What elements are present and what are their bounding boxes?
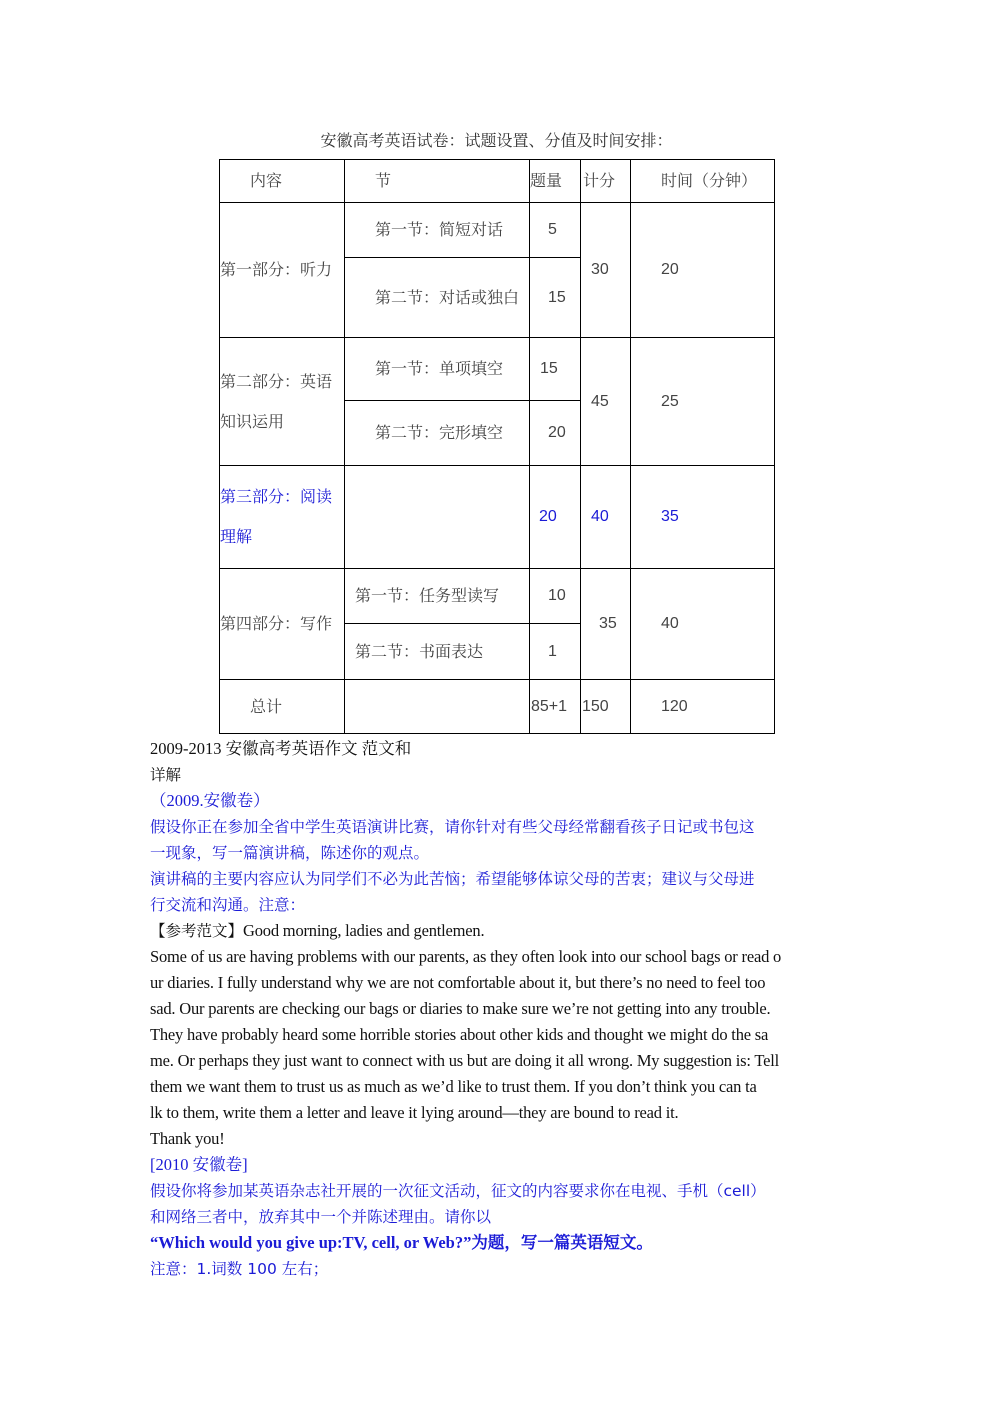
exam-schedule-table bbox=[219, 159, 775, 734]
sample-thanks: Thank you! bbox=[150, 1129, 225, 1148]
part4-section1-count: 10 bbox=[530, 569, 581, 624]
article-body bbox=[150, 736, 850, 1282]
part1-time: 20 bbox=[631, 203, 775, 338]
part1-section1: 第一节：简短对话 bbox=[345, 203, 530, 258]
table-caption: 安徽高考英语试卷：试题设置、分值及时间安排： bbox=[320, 131, 673, 150]
task-2009-line1: 假设你正在参加全省中学生英语演讲比赛，请你针对有些父母经常翻看孩子日记或书包这 bbox=[150, 818, 755, 836]
total-score: 150 bbox=[581, 680, 631, 734]
part3-score: 40 bbox=[581, 466, 631, 569]
sample-line3: sad. Our parents are checking our bags or diaries to make sure we’re not getting into any trouble. bbox=[150, 999, 771, 1018]
sample-essay-first-line bbox=[150, 918, 850, 944]
table-row bbox=[220, 569, 775, 624]
part1-name: 第一部分：听力 bbox=[220, 203, 345, 338]
task-2010-line2: 和网络三者中，放弃其中一个并陈述理由。请你以 bbox=[150, 1208, 492, 1226]
task-2009-line4: 行交流和沟通。注意： bbox=[150, 896, 306, 914]
header-content: 内容 bbox=[220, 160, 345, 203]
header-count: 题量 bbox=[530, 160, 581, 203]
sample-line4: They have probably heard some horrible stories about other kids and thought we might do the sa bbox=[150, 1025, 769, 1044]
part4-section2: 第二节：书面表达 bbox=[345, 624, 530, 680]
part2-section1-count: 15 bbox=[530, 338, 581, 401]
part4-section2-count: 1 bbox=[530, 624, 581, 680]
table-total-row bbox=[220, 680, 775, 734]
part1-section2-count: 15 bbox=[530, 258, 581, 338]
part3-section-empty bbox=[345, 466, 530, 569]
part2-section2-count: 20 bbox=[530, 401, 581, 466]
part1-score: 30 bbox=[581, 203, 631, 338]
part2-time: 25 bbox=[631, 338, 775, 466]
total-count: 85+1 bbox=[530, 680, 581, 734]
article-heading-line1: 2009-2013 安徽高考英语作文 范文和 bbox=[150, 739, 412, 758]
part4-time: 40 bbox=[631, 569, 775, 680]
part3-count: 20 bbox=[530, 466, 581, 569]
total-name: 总计 bbox=[220, 680, 345, 734]
total-section-empty bbox=[345, 680, 530, 734]
sample-line1: Some of us are having problems with our parents, as they often look into our school bags or read o bbox=[150, 947, 782, 966]
table-row bbox=[220, 203, 775, 258]
part2-name: 第二部分：英语知识运用 bbox=[220, 338, 345, 466]
part1-section2: 第二节：对话或独白 bbox=[345, 258, 530, 338]
part1-section1-count: 5 bbox=[530, 203, 581, 258]
sample-line5: me. Or perhaps they just want to connect with us but are doing it all wrong. My suggestion is: Tell bbox=[150, 1051, 780, 1070]
part2-section1: 第一节：单项填空 bbox=[345, 338, 530, 401]
article-heading-line2: 详解 bbox=[150, 766, 182, 784]
sample-line2: ur diaries. I fully understand why we are not comfortable about it, but there’s no need to feel too bbox=[150, 973, 766, 992]
part3-name: 第三部分：阅读理解 bbox=[220, 466, 345, 569]
part2-score: 45 bbox=[581, 338, 631, 466]
total-time: 120 bbox=[631, 680, 775, 734]
sample-line6: them we want them to trust us as much as we’d like to trust them. If you don’t think you can ta bbox=[150, 1077, 757, 1096]
header-section: 节 bbox=[345, 160, 530, 203]
part2-section2: 第二节：完形填空 bbox=[345, 401, 530, 466]
section-2010-tag: [2010 安徽卷] bbox=[150, 1155, 248, 1174]
part4-name: 第四部分：写作 bbox=[220, 569, 345, 680]
task-2009-line3: 演讲稿的主要内容应认为同学们不必为此苦恼；希望能够体谅父母的苦衷；建议与父母进 bbox=[150, 870, 755, 888]
task-2010-line3: “Which would you give up:TV, cell, or Web?”为题，写一篇英语短文。 bbox=[150, 1233, 653, 1252]
sample-line7: lk to them, write them a letter and leave it lying around—they are bound to read it. bbox=[150, 1103, 679, 1122]
header-score: 计分 bbox=[581, 160, 631, 203]
part3-time: 35 bbox=[631, 466, 775, 569]
task-2010-line1: 假设你将参加某英语杂志社开展的一次征文活动，征文的内容要求你在电视、手机（cell） bbox=[150, 1182, 766, 1200]
header-time: 时间（分钟） bbox=[631, 160, 775, 203]
task-2009-line2: 一现象，写一篇演讲稿，陈述你的观点。 bbox=[150, 844, 430, 862]
sample-greeting: Good morning, ladies and gentlemen. bbox=[243, 921, 485, 940]
table-row bbox=[220, 466, 775, 569]
part4-section1: 第一节：任务型读写 bbox=[345, 569, 530, 624]
section-2009-tag: （2009.安徽卷） bbox=[150, 791, 270, 810]
table-header-row bbox=[220, 160, 775, 203]
part4-score: 35 bbox=[581, 569, 631, 680]
table-row bbox=[220, 338, 775, 401]
task-2010-note: 注意：1.词数 100 左右； bbox=[150, 1260, 329, 1278]
sample-label: 【参考范文】 bbox=[150, 922, 244, 940]
